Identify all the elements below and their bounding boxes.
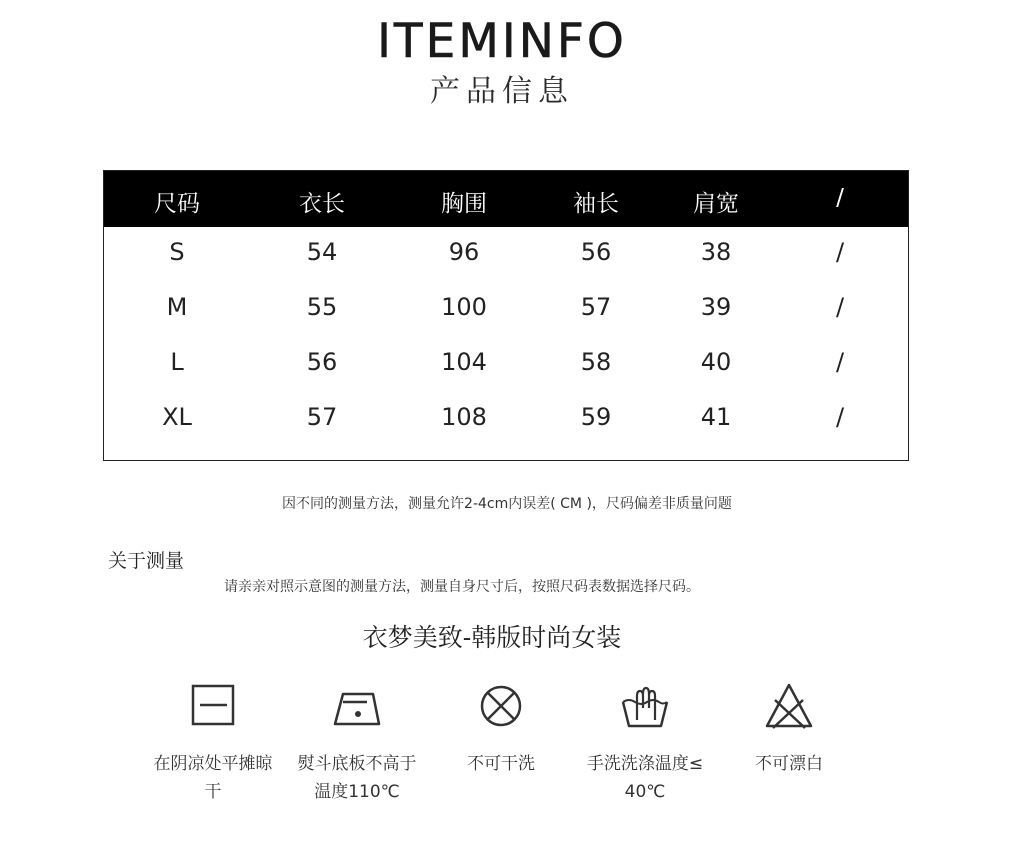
- title-english: ITEMINFO: [377, 14, 627, 69]
- care-label-line: 不可漂白: [755, 754, 823, 774]
- hand-wash-icon: [619, 680, 671, 732]
- measurement-title: 关于测量: [108, 550, 185, 572]
- table-cell: 100: [441, 293, 487, 321]
- table-row: [104, 282, 908, 337]
- no-dry-clean-icon: [475, 680, 527, 732]
- table-cell: 104: [441, 348, 487, 376]
- care-label-line: 手洗洗涤温度≤: [586, 754, 704, 774]
- care-item-iron: [282, 680, 432, 806]
- care-item-no-bleach: [714, 680, 864, 778]
- table-cell: 56: [306, 348, 338, 376]
- brand-name: 衣梦美致-韩版时尚女装: [362, 623, 622, 652]
- dry-flat-icon: [187, 680, 239, 732]
- care-label: [570, 750, 720, 806]
- header-cell: 肩宽: [693, 191, 739, 217]
- header-cell: /: [836, 185, 844, 211]
- care-label: [282, 750, 432, 806]
- table-cell: S: [169, 238, 185, 266]
- care-label: [714, 750, 864, 778]
- table-header: [104, 171, 908, 227]
- iron-low-icon: [331, 680, 383, 732]
- table-cell: /: [835, 348, 845, 376]
- care-label: [426, 750, 576, 778]
- table-cell: 41: [700, 403, 732, 431]
- care-label-line: 干: [204, 782, 222, 802]
- table-row: [104, 392, 908, 447]
- table-cell: XL: [162, 403, 192, 431]
- header-cell: 衣长: [299, 191, 345, 217]
- table-cell: 59: [580, 403, 612, 431]
- table-cell: 54: [306, 238, 338, 266]
- table-cell: M: [166, 293, 188, 321]
- header-cell: 尺码: [154, 191, 200, 217]
- table-cell: 96: [448, 238, 480, 266]
- table-cell: 57: [306, 403, 338, 431]
- care-label-line: 在阴凉处平摊晾: [153, 754, 273, 774]
- table-cell: L: [170, 348, 184, 376]
- care-label-line: 温度110℃: [314, 782, 400, 802]
- table-cell: 39: [700, 293, 732, 321]
- measurement-text: 请亲亲对照示意图的测量方法，测量自身尺寸后，按照尺码表数据选择尺码。: [224, 579, 700, 595]
- table-cell: 108: [441, 403, 487, 431]
- care-item-hand-wash: [570, 680, 720, 806]
- no-bleach-icon: [763, 680, 815, 732]
- table-row: [104, 227, 908, 282]
- table-cell: /: [835, 293, 845, 321]
- care-item-dry-flat: [138, 680, 288, 806]
- table-cell: 55: [306, 293, 338, 321]
- care-label-line: 熨斗底板不高于: [297, 754, 417, 774]
- table-cell: 58: [580, 348, 612, 376]
- table-cell: /: [835, 238, 845, 266]
- care-label-line: 40℃: [624, 782, 666, 802]
- table-cell: 40: [700, 348, 732, 376]
- table-row: [104, 337, 908, 392]
- care-item-no-dry-clean: [426, 680, 576, 778]
- header-cell: 袖长: [573, 191, 619, 217]
- care-label: [138, 750, 288, 806]
- table-cell: 56: [580, 238, 612, 266]
- title-chinese: 产品信息: [430, 74, 574, 109]
- size-table: [103, 170, 909, 461]
- care-label-line: 不可干洗: [467, 754, 535, 774]
- table-cell: /: [835, 403, 845, 431]
- header-cell: 胸围: [441, 191, 487, 217]
- table-cell: 38: [700, 238, 732, 266]
- measurement-note: 因不同的测量方法，测量允许2-4cm内误差( CM )，尺码偏差非质量问题: [282, 496, 732, 512]
- table-cell: 57: [580, 293, 612, 321]
